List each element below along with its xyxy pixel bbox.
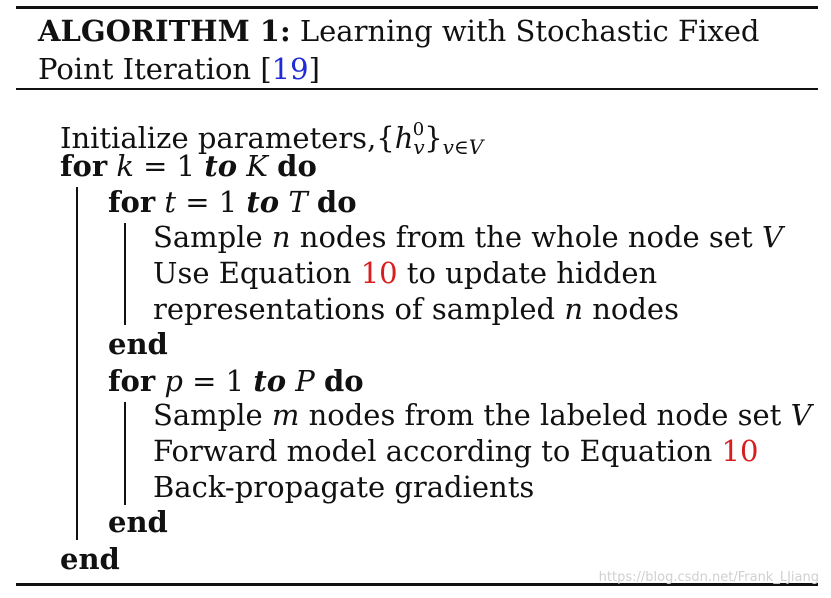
use-eq-post: to update hidden [397,256,658,290]
line-for-p [108,363,364,399]
sample-n-pre: Sample [153,220,272,254]
for-k-block-bar [76,187,78,540]
for-t-block-bar [124,223,126,325]
for-p-to: to [253,364,287,398]
watermark: https://blog.csdn.net/Frank_LJiang [598,570,819,585]
init-h: h [394,121,414,155]
for-t-eq: = 1 [175,185,247,219]
for-t-end-var: T [288,185,308,219]
for-p-var: p [164,364,183,398]
init-text: Initialize parameters,{ [60,121,395,155]
for-p-eq: = 1 [182,364,254,398]
init-close: } [424,121,443,155]
for-t-do: do [316,185,357,219]
line-for-t [108,184,357,220]
sample-m-post: nodes from the labeled node set [299,398,791,432]
use-eq-pre: Use Equation [153,256,361,290]
line-for-k [60,148,317,184]
citation-close: ] [308,52,320,86]
algorithm-title: Learning with Stochastic Fixed Point Iteration [ [38,14,760,86]
for-k-var: k [116,149,134,183]
line-representations [153,291,679,327]
line-sample-n [153,219,783,255]
init-sub-set: v∈V [442,135,484,159]
for-t-to: to [246,185,280,219]
init-sub-v: v [413,135,425,159]
citation-link[interactable]: 19 [271,52,309,86]
line-end-k: end [60,542,120,576]
for-p-end-var: P [295,364,315,398]
line-end-p: end [108,505,168,539]
for-p-block-bar [124,402,126,505]
algorithm-caption [38,12,798,88]
line-forward-model [153,433,758,469]
for-k-to: to [204,149,238,183]
equation-link-2[interactable]: 10 [721,434,759,468]
line-sample-m [153,397,812,433]
top-rule [16,6,818,9]
for-p-do: do [324,364,364,398]
sample-n-var: n [271,220,291,254]
for-k-do: do [277,149,317,183]
sample-n-set: V [761,220,783,254]
for-k-end-var: K [246,149,268,183]
for-k-keyword: for [60,149,108,183]
repr-var: n [564,292,583,326]
algorithm-label: ALGORITHM 1: [38,14,291,48]
equation-link[interactable]: 10 [360,256,398,290]
sample-n-post: nodes from the whole node set [290,220,762,254]
for-t-var: t [164,185,176,219]
forward-pre: Forward model according to Equation [153,434,722,468]
for-k-eq: = 1 [133,149,205,183]
init-sup-0: 0 [412,119,425,140]
repr-pre: representations of sampled [153,292,565,326]
sample-m-pre: Sample [153,398,272,432]
line-use-equation [153,255,657,291]
caption-rule [16,88,818,90]
for-t-keyword: for [108,185,156,219]
line-end-t: end [108,327,168,361]
repr-post: nodes [583,292,679,326]
sample-m-var: m [271,398,300,432]
line-backprop: Back-propagate gradients [153,470,535,504]
sample-m-set: V [790,398,812,432]
for-p-keyword: for [108,364,156,398]
